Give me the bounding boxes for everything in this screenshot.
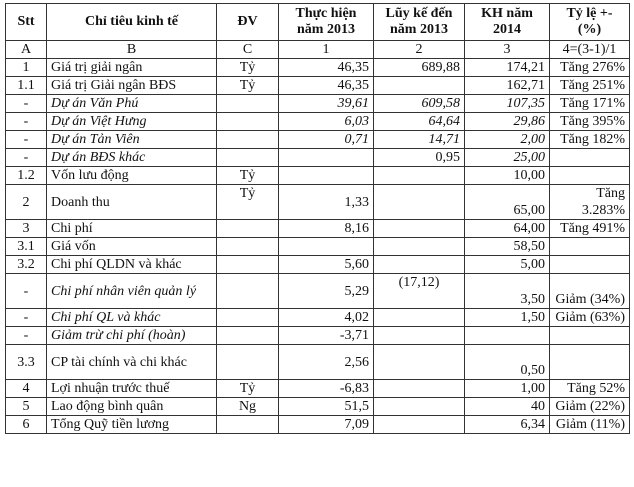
row-ratio: Tăng 171% [550,95,630,113]
row-stt: 1.2 [6,167,47,185]
row-stt: 3.2 [6,256,47,274]
row-plan-2014: 10,00 [465,167,550,185]
row-indicator: Chi phí QLDN và khác [47,256,217,274]
row-actual-2013: 51,5 [279,398,374,416]
row-stt: - [6,149,47,167]
row-unit [217,113,279,131]
table-row [6,345,630,380]
row-actual-2013: 5,60 [279,256,374,274]
row-indicator: Doanh thu [47,185,217,220]
row-actual-2013: 39,61 [279,95,374,113]
row-plan-2014: 64,00 [465,220,550,238]
row-unit [217,274,279,309]
row-actual-2013 [279,238,374,256]
table-row [6,131,630,149]
row-indicator: Dự án Việt Hưng [47,113,217,131]
table-row [6,149,630,167]
table-row [6,256,630,274]
index-cell: 4=(3-1)/1 [550,41,630,59]
row-indicator: Chi phí QL và khác [47,309,217,327]
row-plan-2014: 58,50 [465,238,550,256]
row-actual-2013: 4,02 [279,309,374,327]
row-plan-2014: 5,00 [465,256,550,274]
row-stt: - [6,131,47,149]
row-indicator: Tổng Quỹ tiền lương [47,416,217,434]
row-ratio [550,238,630,256]
row-cumulative-2013: 689,88 [374,59,465,77]
row-stt: 3.1 [6,238,47,256]
table-row [6,220,630,238]
row-unit: Tỷ [217,167,279,185]
row-cumulative-2013: 14,71 [374,131,465,149]
row-cumulative-2013 [374,220,465,238]
row-stt: 3.3 [6,345,47,380]
table-row [6,95,630,113]
row-plan-2014: 174,21 [465,59,550,77]
row-actual-2013: 5,29 [279,274,374,309]
row-cumulative-2013 [374,167,465,185]
row-stt: - [6,113,47,131]
row-stt: 1 [6,59,47,77]
row-ratio: Tăng 251% [550,77,630,95]
header-row [6,4,630,41]
table-row [6,238,630,256]
row-plan-2014: 6,34 [465,416,550,434]
index-cell: 2 [374,41,465,59]
row-ratio: Tăng 3.283% [550,185,630,220]
row-actual-2013: -6,83 [279,380,374,398]
row-cumulative-2013 [374,256,465,274]
row-stt: 4 [6,380,47,398]
row-plan-2014: 29,86 [465,113,550,131]
table-row [6,167,630,185]
row-plan-2014: 107,35 [465,95,550,113]
row-stt: 3 [6,220,47,238]
row-ratio: Giảm (34%) [550,274,630,309]
row-cumulative-2013: 609,58 [374,95,465,113]
row-indicator: Giá trị Giải ngân BĐS [47,77,217,95]
row-stt: - [6,327,47,345]
row-unit: Tỷ [217,185,279,220]
header-plan-2014: KH năm 2014 [465,4,550,41]
row-cumulative-2013 [374,327,465,345]
header-indicator: Chỉ tiêu kinh tế [47,4,217,41]
table-row [6,113,630,131]
index-cell: B [47,41,217,59]
row-plan-2014: 65,00 [465,185,550,220]
table-row [6,380,630,398]
row-indicator: Lao động bình quân [47,398,217,416]
row-cumulative-2013 [374,309,465,327]
header-stt: Stt [6,4,47,41]
row-stt: - [6,274,47,309]
row-actual-2013: 7,09 [279,416,374,434]
row-actual-2013: 46,35 [279,77,374,95]
row-actual-2013: 46,35 [279,59,374,77]
row-plan-2014: 40 [465,398,550,416]
table-row [6,309,630,327]
row-indicator: Vốn lưu động [47,167,217,185]
index-cell: C [217,41,279,59]
row-plan-2014: 0,50 [465,345,550,380]
row-plan-2014 [465,327,550,345]
row-unit: Tỷ [217,59,279,77]
row-indicator: Dự án Văn Phú [47,95,217,113]
table-row [6,59,630,77]
row-cumulative-2013 [374,238,465,256]
row-cumulative-2013: (17,12) [374,274,465,309]
row-cumulative-2013 [374,77,465,95]
table-row [6,185,630,220]
row-indicator: Chi phí nhân viên quản lý [47,274,217,309]
row-unit [217,220,279,238]
row-indicator: Giá vốn [47,238,217,256]
table-row [6,77,630,95]
row-plan-2014: 25,00 [465,149,550,167]
row-stt: 5 [6,398,47,416]
row-ratio: Tăng 395% [550,113,630,131]
table-row [6,327,630,345]
row-actual-2013: -3,71 [279,327,374,345]
row-actual-2013: 6,03 [279,113,374,131]
index-cell: 3 [465,41,550,59]
row-actual-2013: 1,33 [279,185,374,220]
row-unit [217,327,279,345]
row-indicator: Giảm trừ chi phí (hoàn) [47,327,217,345]
row-indicator: Chi phí [47,220,217,238]
row-unit [217,95,279,113]
row-actual-2013: 2,56 [279,345,374,380]
row-actual-2013: 0,71 [279,131,374,149]
row-cumulative-2013: 0,95 [374,149,465,167]
row-stt: 6 [6,416,47,434]
row-plan-2014: 1,00 [465,380,550,398]
header-unit: ĐV [217,4,279,41]
header-ratio: Tỷ lệ +- (%) [550,4,630,41]
row-unit [217,131,279,149]
index-cell: 1 [279,41,374,59]
row-actual-2013 [279,149,374,167]
row-ratio: Tăng 52% [550,380,630,398]
index-cell: A [6,41,47,59]
row-unit [217,256,279,274]
row-cumulative-2013 [374,380,465,398]
row-ratio [550,256,630,274]
row-stt: 2 [6,185,47,220]
row-unit [217,238,279,256]
row-cumulative-2013: 64,64 [374,113,465,131]
row-plan-2014: 162,71 [465,77,550,95]
row-ratio: Giảm (63%) [550,309,630,327]
row-unit: Tỷ [217,380,279,398]
row-ratio [550,167,630,185]
row-cumulative-2013 [374,398,465,416]
row-plan-2014: 2,00 [465,131,550,149]
row-stt: - [6,95,47,113]
row-unit: Ng [217,398,279,416]
row-indicator: Lợi nhuận trước thuế [47,380,217,398]
row-indicator: Dự án BĐS khác [47,149,217,167]
table-row [6,398,630,416]
row-unit: Tỷ [217,77,279,95]
row-plan-2014: 3,50 [465,274,550,309]
row-ratio: Tăng 491% [550,220,630,238]
row-stt: - [6,309,47,327]
row-ratio [550,149,630,167]
row-unit [217,309,279,327]
row-indicator: Giá trị giải ngân [47,59,217,77]
table-row [6,274,630,309]
row-unit [217,149,279,167]
row-ratio: Tăng 276% [550,59,630,77]
row-ratio: Giảm (22%) [550,398,630,416]
row-ratio: Giảm (11%) [550,416,630,434]
row-ratio [550,345,630,380]
row-stt: 1.1 [6,77,47,95]
row-indicator: Dự án Tản Viên [47,131,217,149]
header-cumulative-2013: Lũy kế đến năm 2013 [374,4,465,41]
row-indicator: CP tài chính và chi khác [47,345,217,380]
table-row [6,416,630,434]
row-plan-2014: 1,50 [465,309,550,327]
row-unit [217,416,279,434]
row-unit [217,345,279,380]
row-actual-2013: 8,16 [279,220,374,238]
row-cumulative-2013 [374,416,465,434]
row-actual-2013 [279,167,374,185]
row-ratio: Tăng 182% [550,131,630,149]
index-row [6,41,630,59]
row-cumulative-2013 [374,345,465,380]
header-actual-2013: Thực hiện năm 2013 [279,4,374,41]
row-cumulative-2013 [374,185,465,220]
row-ratio [550,327,630,345]
economic-indicators-table [5,3,630,434]
